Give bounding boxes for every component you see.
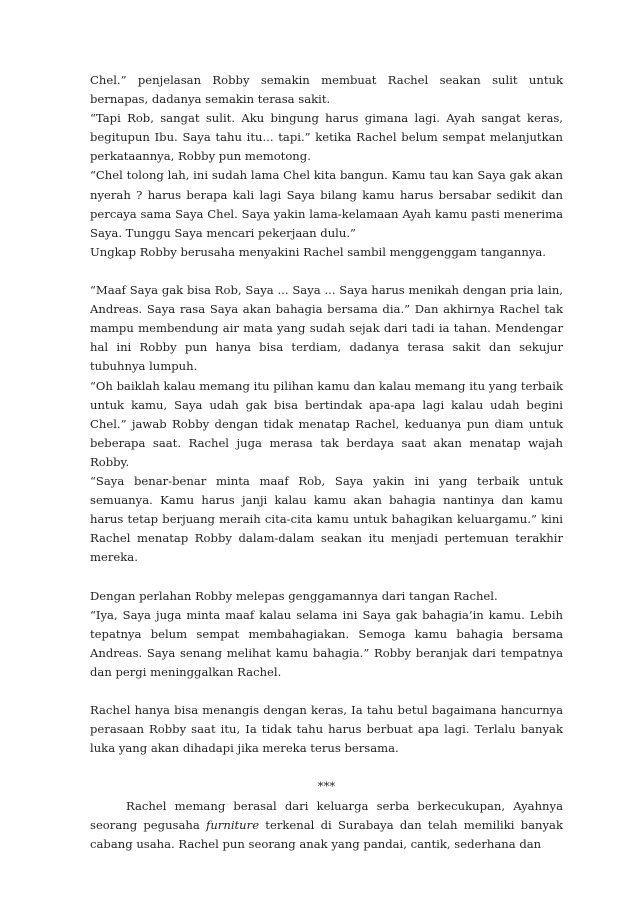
paragraph-10: Rachel hanya bisa menangis dengan keras, Ia tahu betul bagaimana hancurnya perasaan Robby saat itu, Ia tidak tahu harus berbuat apa lagi. Terlalu banyak luka yang akan dihadapi jika mereka terus bersama.: [90, 703, 563, 756]
paragraph-11-start: Rachel memang berasal dari keluarga serba berkecukupan, Ayahnya seorang pegusaha: [90, 798, 563, 832]
paragraph-1: Chel.” penjelasan Robby semakin membuat Rachel seakan sulit untuk bernapas, dadanya semakin terasa sakit.: [90, 73, 563, 107]
paragraph-9: “Iya, Saya juga minta maaf kalau selama ini Saya gak bahagia’in kamu. Lebih tepatnya belum sempat membahagiakan. Semoga kamu bahagia bersama Andreas. Saya senang melihat kamu bahagia.” Robby beranjak dari tempatnya dan pergi meninggalkan Rachel.: [90, 607, 563, 679]
paragraph-7: “Saya benar-benar minta maaf Rob, Saya yakin ini yang terbaik untuk semuanya. Kamu harus janji kalau kamu akan bahagia nantinya dan kamu harus tetap berjuang meraih cita-cita kamu untuk bahagikan keluargamu.” kini Rachel menatap Robby dalam-dalam seakan itu menjadi pertemuan terakhir mereka.: [90, 473, 563, 565]
scene-separator: ***: [317, 779, 336, 794]
paragraph-11: [90, 797, 563, 854]
paragraph-2: “Tapi Rob, sangat sulit. Aku bingung harus gimana lagi. Ayah sangat keras, begitupun Ibu. Saya tahu itu... tapi.” ketika Rachel belum sempat melanjutkan perkataannya, Robby pun memotong.: [90, 111, 563, 164]
paragraph-11-italic-word: furniture: [206, 817, 260, 832]
paragraph-4: Ungkap Robby berusaha menyakini Rachel sambil menggenggam tangannya.: [90, 244, 546, 259]
paragraph-11-end: terkenal di Surabaya dan telah memiliki banyak cabang usaha. Rachel pun seorang anak yang pandai, cantik, sederhana dan: [90, 817, 563, 851]
paragraph-3: “Chel tolong lah, ini sudah lama Chel kita bangun. Kamu tau kan Saya gak akan nyerah ? harus berapa kali lagi Saya bilang kamu harus bersabar sedikit dan percaya sama Saya Chel. Saya yakin lama-kelamaan Ayah kamu pasti menerima Saya. Tunggu Saya mencari pekerjaan dulu.”: [90, 168, 563, 240]
paragraph-8: Dengan perlahan Robby melepas genggamannya dari tangan Rachel.: [90, 588, 498, 603]
document-page: [90, 71, 563, 854]
paragraph-5: “Maaf Saya gak bisa Rob, Saya ... Saya ... Saya harus menikah dengan pria lain, Andreas. Saya rasa Saya akan bahagia bersama dia.” Dan akhirnya Rachel tak mampu membendung air mata yang sudah sejak dari tadi ia tahan. Mendengar hal ini Robby pun hanya bisa terdiam, dadanya terasa sakit dan sekujur tubuhnya lumpuh.: [90, 283, 563, 374]
paragraph-6: “Oh baiklah kalau memang itu pilihan kamu dan kalau memang itu yang terbaik untuk kamu, Saya udah gak bisa bertindak apa-apa lagi kalau udah begini Chel.” jawab Robby dengan tidak menatap Rachel, keduanya pun diam untuk beberapa saat. Rachel juga merasa tak berdaya saat akan menatap wajah Robby.: [90, 378, 563, 469]
